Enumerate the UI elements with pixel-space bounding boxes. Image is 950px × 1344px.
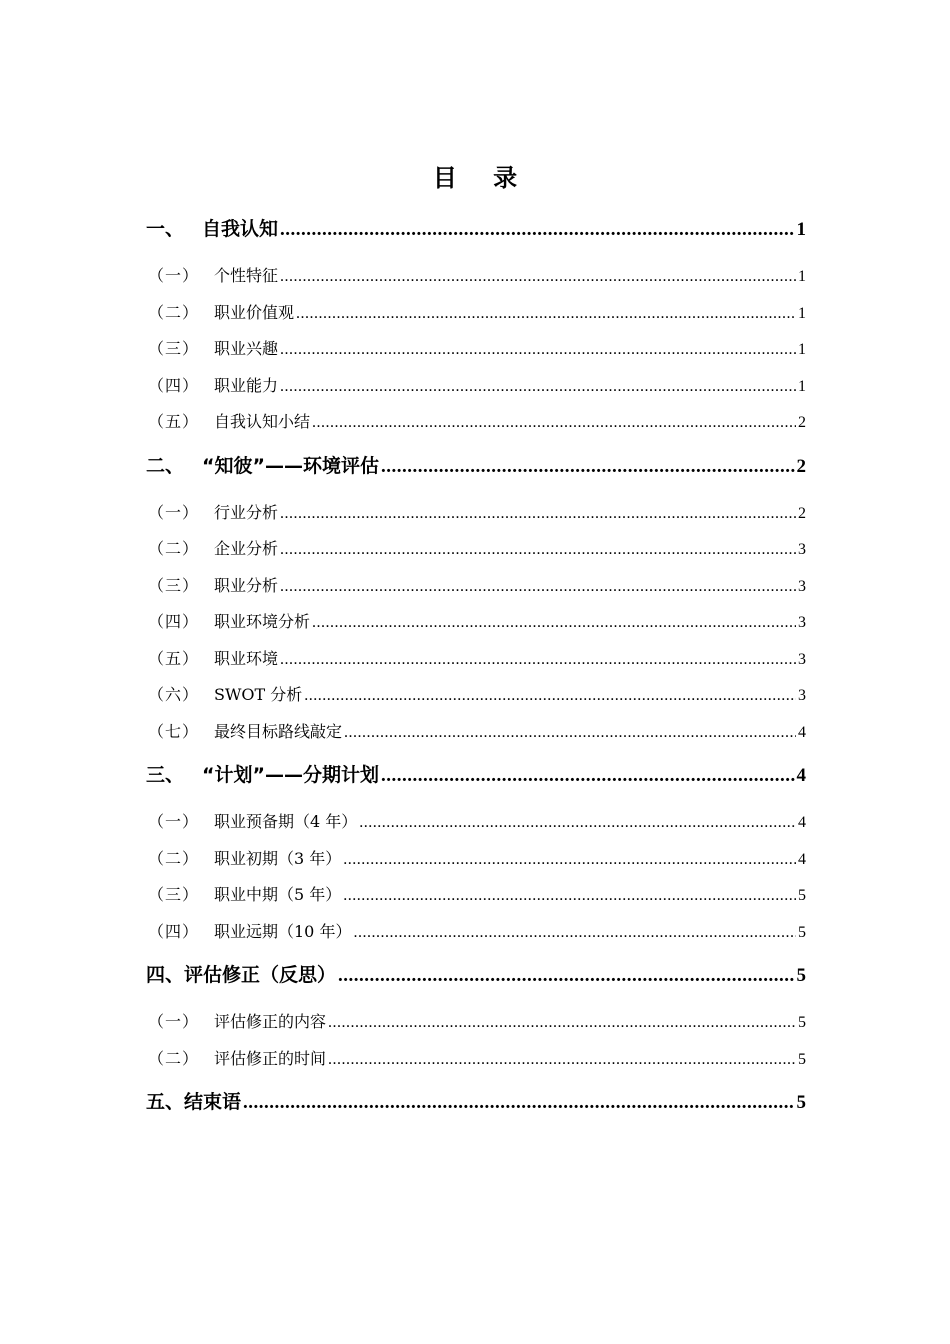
- item-number: （五）: [148, 412, 200, 431]
- item-label: 自我认知小结: [214, 412, 311, 431]
- toc-item[interactable]: [146, 641, 806, 678]
- dot-leader: [296, 296, 796, 332]
- item-page: 1: [798, 304, 806, 322]
- item-page: 5: [798, 887, 806, 904]
- toc-section-3[interactable]: [146, 754, 806, 804]
- toc-item[interactable]: [146, 677, 806, 714]
- toc-item[interactable]: [146, 1004, 806, 1041]
- item-label: 评估修正的内容: [214, 1012, 327, 1031]
- item-label: 企业分析: [214, 539, 279, 558]
- item-label: 行业分析: [214, 502, 279, 522]
- toc-item[interactable]: [146, 914, 806, 951]
- item-page: 2: [798, 504, 806, 522]
- table-of-contents: [146, 204, 806, 1131]
- toc-section-2[interactable]: [146, 445, 806, 495]
- toc-item[interactable]: [146, 368, 806, 405]
- item-label: 职业中期（5 年）: [214, 885, 342, 904]
- item-number: （一）: [148, 1012, 200, 1031]
- dot-leader: [344, 715, 796, 751]
- section-number: 一、: [146, 218, 185, 240]
- toc-item[interactable]: [146, 804, 806, 841]
- item-label: 职业环境: [214, 648, 279, 668]
- item-page: 1: [798, 377, 806, 395]
- dot-leader: [280, 332, 796, 368]
- toc-item[interactable]: [146, 331, 806, 368]
- dot-leader: [353, 915, 796, 951]
- item-page: 4: [798, 814, 806, 831]
- item-label: 评估修正的时间: [214, 1048, 327, 1068]
- dot-leader: [280, 642, 796, 678]
- dot-leader: [343, 878, 796, 914]
- toc-item[interactable]: [146, 568, 806, 605]
- item-page: 4: [798, 850, 806, 868]
- section-label: 自我认知: [202, 218, 279, 240]
- item-number: （二）: [148, 1048, 200, 1068]
- item-number: （七）: [148, 721, 200, 741]
- item-number: （三）: [148, 885, 200, 904]
- item-label: 职业兴趣: [214, 339, 279, 358]
- item-label: 最终目标路线敲定: [214, 721, 343, 741]
- section-page: 1: [796, 219, 806, 240]
- section-label: “计划”——分期计划: [202, 764, 379, 786]
- item-number: （二）: [148, 848, 200, 868]
- section-label: 评估修正（反思）: [184, 964, 337, 986]
- dot-leader: [304, 678, 796, 714]
- toc-title: 目 录: [432, 164, 532, 192]
- toc-item[interactable]: [146, 841, 806, 878]
- section-label: “知彼”——环境评估: [202, 454, 379, 477]
- toc-item[interactable]: [146, 295, 806, 332]
- section-page: 2: [796, 455, 806, 477]
- item-number: （四）: [148, 612, 200, 631]
- item-number: （四）: [148, 375, 200, 395]
- item-page: 3: [798, 614, 806, 631]
- item-number: （三）: [148, 339, 200, 358]
- item-label: 职业能力: [214, 375, 279, 395]
- item-label: 个性特征: [214, 266, 279, 285]
- toc-item[interactable]: [146, 495, 806, 532]
- item-label: 职业初期（3 年）: [214, 848, 342, 868]
- section-number: 五、: [146, 1091, 185, 1113]
- section-label: 结束语: [184, 1091, 242, 1113]
- toc-item[interactable]: [146, 714, 806, 751]
- item-number: （二）: [148, 539, 200, 558]
- item-label: 职业价值观: [214, 302, 295, 322]
- toc-item[interactable]: [146, 1041, 806, 1078]
- dot-leader: [359, 805, 796, 841]
- toc-item[interactable]: [146, 877, 806, 914]
- dot-leader: [280, 496, 796, 532]
- dot-leader: [338, 955, 794, 997]
- item-number: （三）: [148, 575, 200, 595]
- item-label: 职业远期（10 年）: [214, 921, 352, 941]
- item-label: 职业预备期（4 年）: [214, 812, 358, 831]
- dot-leader: [280, 259, 796, 295]
- dot-leader: [280, 369, 796, 405]
- toc-item[interactable]: [146, 258, 806, 295]
- dot-leader: [328, 1005, 796, 1041]
- section-page: 5: [796, 1092, 806, 1113]
- dot-leader: [381, 446, 795, 488]
- toc-section-1[interactable]: [146, 208, 806, 258]
- section-page: 4: [796, 765, 806, 786]
- section-number: 二、: [146, 454, 185, 477]
- item-page: 5: [798, 923, 806, 941]
- item-number: （一）: [148, 502, 200, 522]
- item-page: 3: [798, 541, 806, 558]
- item-page: 5: [798, 1014, 806, 1031]
- toc-item[interactable]: [146, 531, 806, 568]
- item-label: 职业环境分析: [214, 612, 311, 631]
- item-page: 5: [798, 1050, 806, 1068]
- toc-section-5[interactable]: [146, 1081, 806, 1131]
- item-page: 3: [798, 577, 806, 595]
- dot-leader: [328, 1042, 796, 1078]
- item-number: （一）: [148, 266, 200, 285]
- item-number: （一）: [148, 812, 200, 831]
- item-number: （二）: [148, 302, 200, 322]
- item-label: 职业分析: [214, 575, 279, 595]
- dot-leader: [312, 405, 796, 441]
- section-page: 5: [796, 965, 806, 986]
- dot-leader: [280, 569, 796, 605]
- item-number: （四）: [148, 921, 200, 941]
- item-page: 4: [798, 723, 806, 741]
- dot-leader: [381, 755, 795, 797]
- dot-leader: [312, 605, 796, 641]
- item-page: 1: [798, 341, 806, 358]
- item-label: SWOT 分析: [214, 685, 303, 704]
- dot-leader: [280, 532, 796, 568]
- dot-leader: [280, 209, 794, 251]
- toc-section-4[interactable]: [146, 954, 806, 1004]
- toc-item[interactable]: [146, 604, 806, 641]
- item-page: 3: [798, 650, 806, 668]
- item-page: 1: [798, 268, 806, 285]
- toc-item[interactable]: [146, 404, 806, 441]
- section-number: 四、: [146, 964, 185, 986]
- item-page: 2: [798, 414, 806, 431]
- item-number: （六）: [148, 685, 200, 704]
- dot-leader: [243, 1082, 794, 1124]
- section-number: 三、: [146, 764, 185, 786]
- item-number: （五）: [148, 648, 200, 668]
- dot-leader: [343, 842, 796, 878]
- item-page: 3: [798, 687, 806, 704]
